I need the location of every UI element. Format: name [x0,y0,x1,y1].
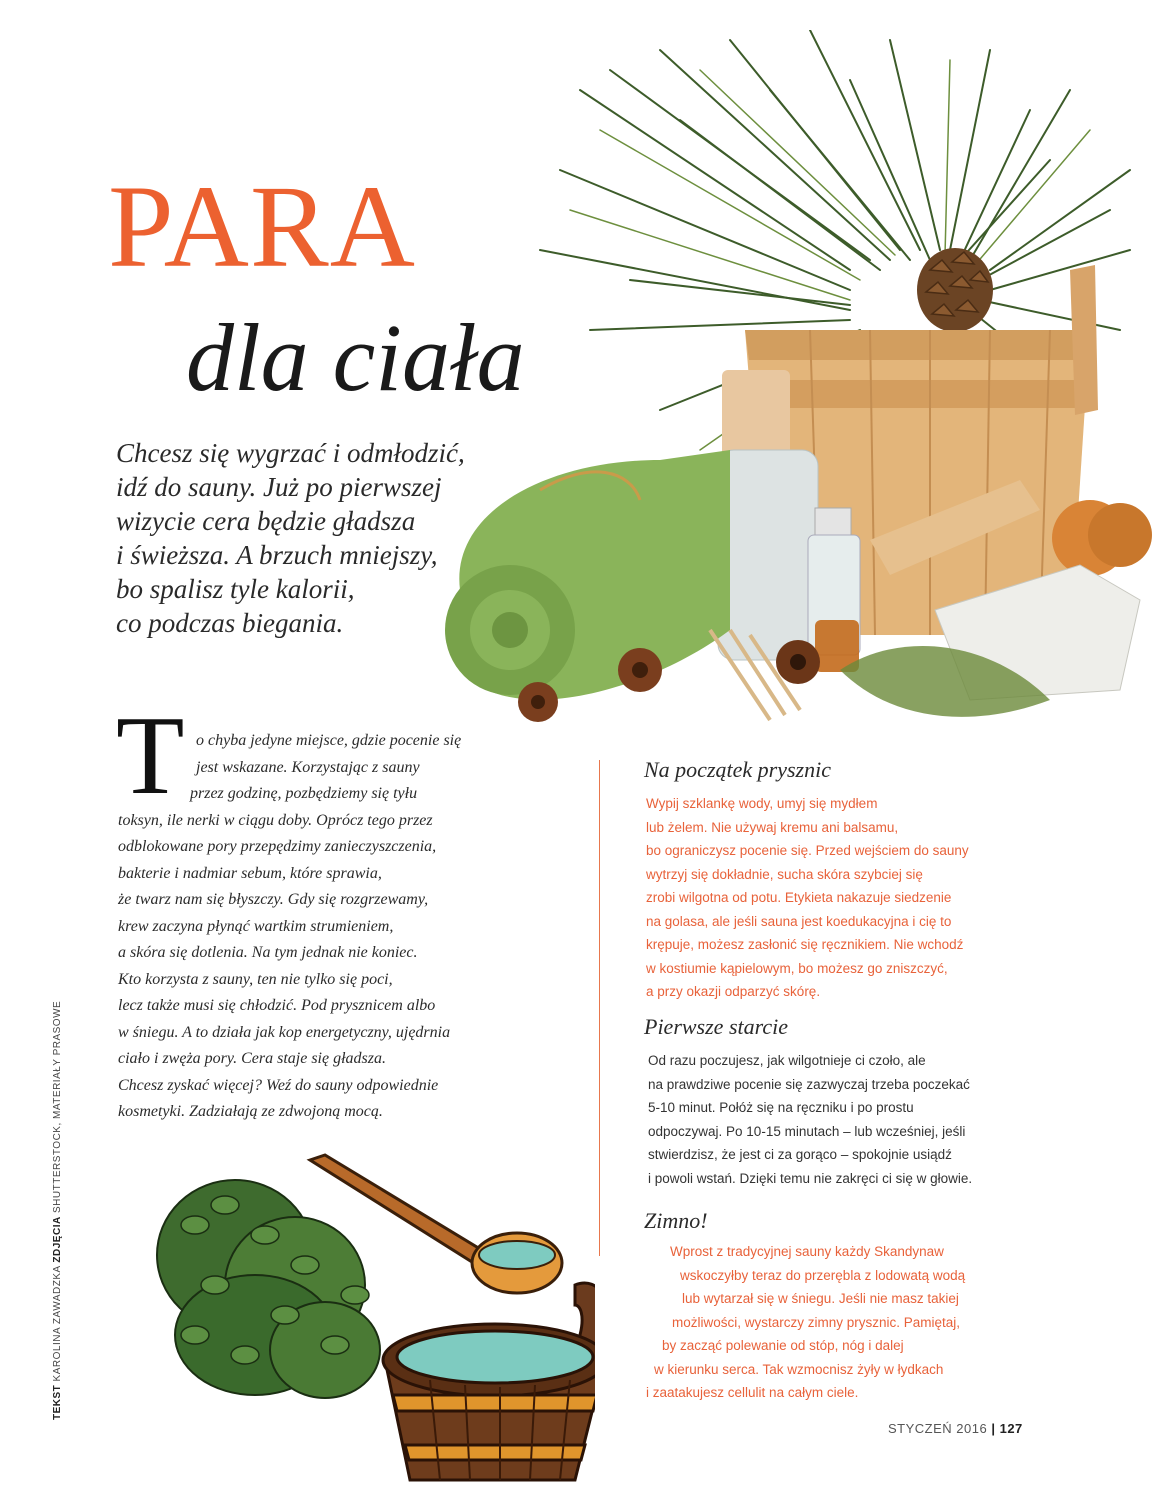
sauna-whisk [157,1180,380,1398]
credit-source: SHUTTERSTOCK, MATERIAŁY PRASOWE [52,1000,63,1214]
glass-bottle [718,450,818,660]
section-line: Wprost z tradycyjnej sauny każdy Skandynaw [670,1244,944,1259]
credit-label: TEKST [52,1384,63,1420]
body-line: krew zaczyna płynąć wartkim strumieniem, [118,917,394,935]
body-line: o chyba jedyne miejsce, gdzie pocenie się [196,732,462,749]
section-line: lub żelem. Nie używaj kremu ani balsamu, [646,819,899,835]
body-line: jest wskazane. Korzystając z sauny [196,758,420,776]
lead-line: i świeższa. A brzuch mniejszy, [116,540,438,570]
spa-still-life-photo [430,30,1152,730]
section-line: możliwości, wystarczy zimny prysznic. Pamiętaj, [672,1314,961,1330]
sauna-accessories-illustration [155,1145,595,1490]
section-line: i powoli wstań. Dzięki temu nie zakręci ci się w głowie. [648,1170,973,1186]
section-line: bo ograniczysz pocenie się. Przed wejściem do sauny [646,843,969,858]
section-line: lub wytarzał się w śniegu. Jeśli nie masz takiej [682,1291,959,1306]
body-line: bakterie i nadmiar sebum, które sprawia, [118,864,382,882]
body-line: a skóra się dotlenia. Na tym jednak nie koniec. [118,944,418,961]
section-line: a przy okazji odparzyć skórę. [646,984,821,999]
section-line: na prawdziwe pocenie się zazwyczaj trzeba poczekać [648,1076,970,1092]
body-line: lecz także musi się chłodzić. Pod prysznicem albo [118,997,436,1014]
pine-cone [917,248,993,332]
issue-date: STYCZEŃ 2016 [888,1421,988,1436]
body-line: Kto korzysta z sauny, ten nie tylko się poci, [118,970,393,988]
section-line: w kostiumie kąpielowym, bo możesz go zniszczyć, [646,960,948,976]
body-line: że twarz nam się błyszczy. Gdy się rozgrzewamy, [118,891,429,908]
body-line: w śniegu. A to działa jak kop energetyczny, ujędrnia [118,1023,451,1041]
body-line: toksyn, ile nerki w ciągu doby. Oprócz tego przez [118,811,433,829]
page-title: PARA [108,161,416,292]
lead-line: Chcesz się wygrzać i odmłodzić, [116,438,465,468]
page-number: 127 [999,1421,1023,1436]
section-line: i zaatakujesz cellulit na całym ciele. [646,1385,859,1400]
body-line: Chcesz zyskać więcej? Weź do sauny odpowiednie [118,1076,439,1094]
section-line: 5-10 minut. Połóż się na ręczniku i po prostu [648,1100,914,1115]
body-line: odblokowane pory przepędzimy zanieczyszczenia, [118,838,437,855]
lead-line: wizycie cera będzie gładsza [116,506,416,536]
photo-credits [52,1001,63,1420]
section-line: odpoczywaj. Po 10-15 minutach – lub wcześniej, jeśli [648,1123,966,1139]
section-line: zrobi wilgotna od potu. Etykieta nakazuje siedzenie [646,890,952,905]
body-text [118,704,548,1126]
section-line: Od razu poczujesz, jak wilgotnieje ci czoło, ale [648,1053,926,1068]
section-line: w kierunku serca. Tak wzmocnisz żyły w łydkach [654,1361,944,1377]
section-text [648,1049,972,1190]
credit-label: ZDJĘCIA [52,1216,63,1263]
lead-line: idź do sauny. Już po pierwszej [116,472,442,502]
body-line: przez godzinę, pozbędziemy się tyłu [190,785,418,802]
column-divider [599,760,600,1256]
section-line: wytrzyj się dokładnie, sucha skóra szybciej się [646,866,923,882]
page-subtitle: dla ciała [186,304,525,411]
section-heading: Zimno! [644,1208,708,1233]
drop-cap: T [116,694,185,818]
body-line: kosmetyki. Zadziałają ze zdwojoną mocą. [118,1103,383,1120]
section-line: krępuje, możesz zasłonić się ręcznikiem. Nie wchodź [646,937,964,952]
section-line: na golasa, ale jeśli sauna jest koedukacyjna i cię to [646,913,952,929]
section-text [646,1240,966,1405]
footer-separator: | [991,1421,996,1436]
section-line: Wypij szklankę wody, umyj się mydłem [646,796,878,811]
credit-author: KAROLINA ZAWADZKA [52,1265,63,1382]
lead-paragraph [116,436,536,640]
section-line: by zacząć polewanie od stóp, nóg i dalej [662,1338,904,1353]
section-line: stwierdzisz, że jest ci za gorąco – spokojnie usiądź [648,1147,952,1162]
section-heading: Na początek prysznic [644,757,831,782]
wooden-bucket-illustration [383,1283,595,1480]
section-heading: Pierwsze starcie [644,1014,788,1039]
lead-line: bo spalisz tyle kalorii, [116,574,355,604]
section-line: wskoczyłby teraz do przerębla z lodowatą wodą [680,1267,966,1283]
section-text [646,792,969,1004]
page-footer [888,1421,1023,1436]
lead-line: co podczas biegania. [116,608,344,638]
body-line: ciało i zwęża pory. Cera staje się gładsza. [118,1050,386,1067]
